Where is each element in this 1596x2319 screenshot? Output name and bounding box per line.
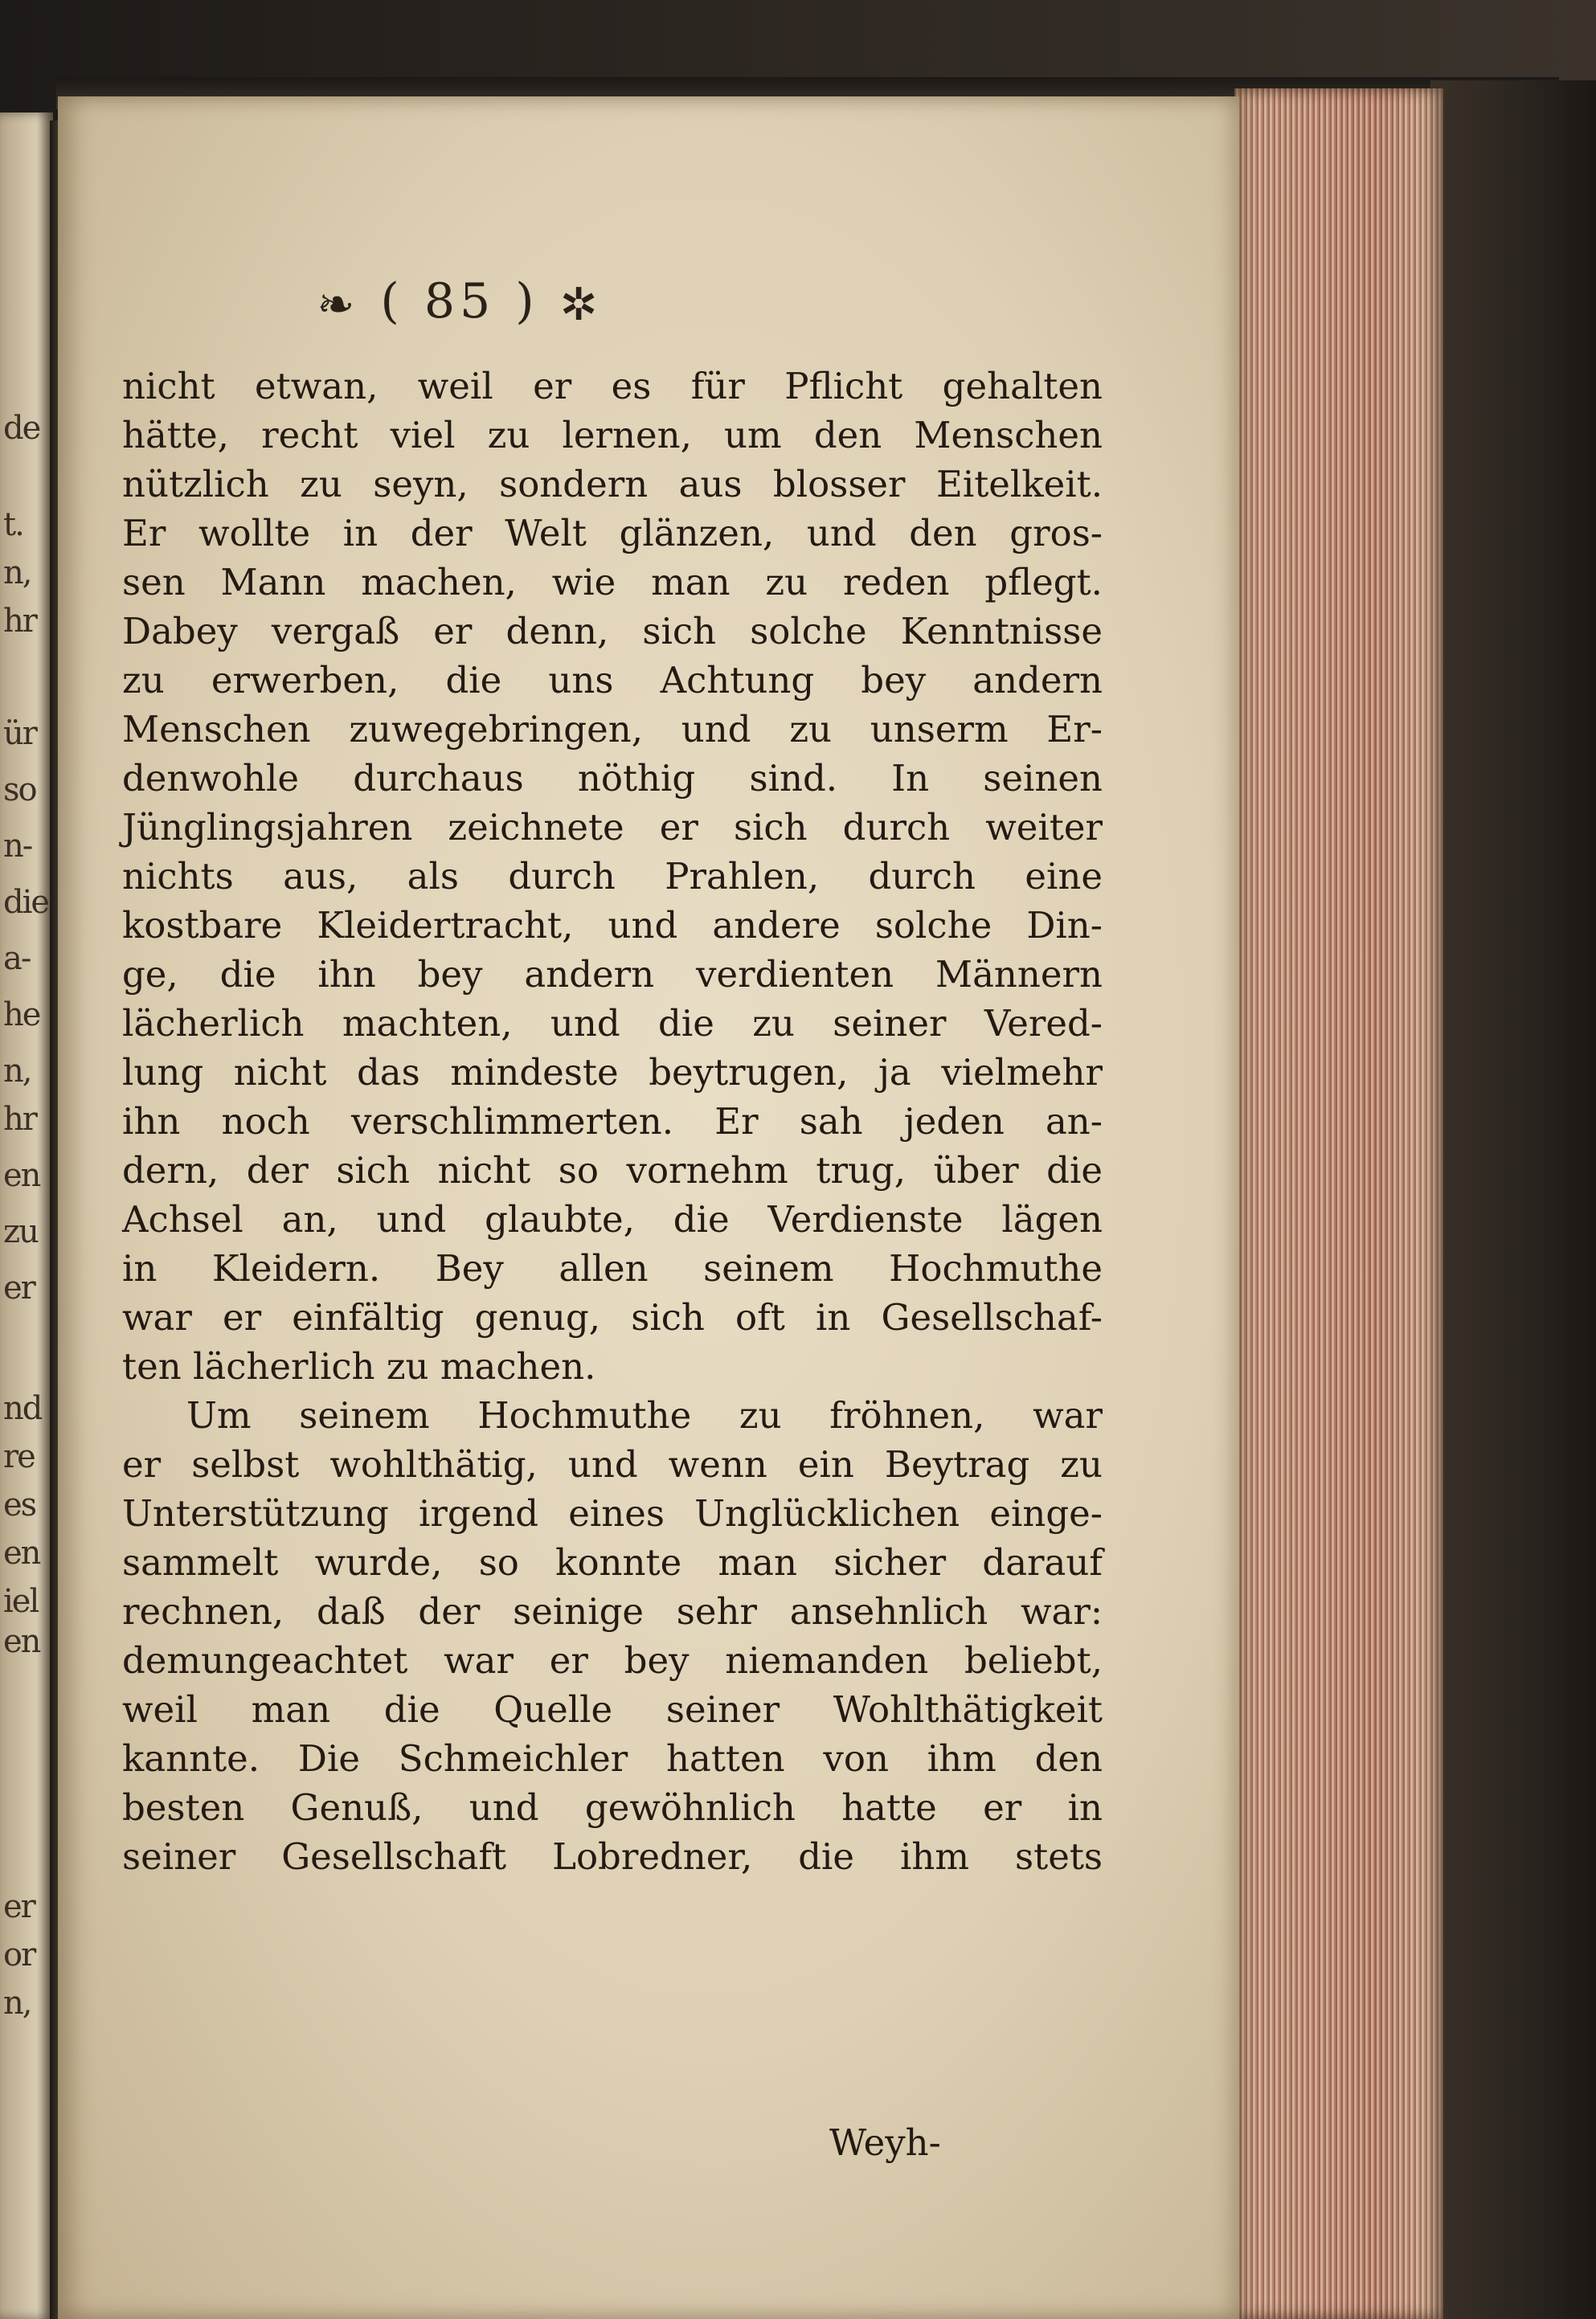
text-line: sen Mann machen, wie man zu reden pflegt. xyxy=(122,561,1103,603)
ornament-left-icon: ❧ xyxy=(317,278,360,331)
text-line: lächerlich machten, und die zu seiner Vered- xyxy=(122,1002,1103,1045)
text-line: Um seinem Hochmuthe zu fröhnen, war xyxy=(186,1394,1103,1437)
book-cover-right xyxy=(1430,80,1596,2319)
left-page-fragment: ür xyxy=(3,715,36,752)
left-page-fragment: zu xyxy=(3,1213,38,1250)
text-line: Dabey vergaß er denn, sich solche Kenntnisse xyxy=(122,610,1103,652)
text-line: demungeachtet war er bey niemanden beliebt, xyxy=(122,1639,1103,1682)
left-page-fragment: n, xyxy=(3,1985,31,2022)
left-page-margin xyxy=(0,112,53,2319)
left-page-fragment: n, xyxy=(3,1053,31,1090)
text-line: dern, der sich nicht so vornehm trug, über die xyxy=(122,1149,1103,1192)
text-line: nützlich zu seyn, sondern aus blosser Eitelkeit. xyxy=(122,463,1103,505)
page-block-edges xyxy=(1234,88,1443,2319)
left-page-fragment: en xyxy=(3,1535,40,1572)
left-page-fragment: er xyxy=(3,1270,35,1307)
text-line: er selbst wohlthätig, und wenn ein Beytrag zu xyxy=(122,1443,1103,1486)
left-page-fragment: en xyxy=(3,1157,40,1194)
text-line: in Kleidern. Bey allen seinem Hochmuthe xyxy=(122,1247,1103,1290)
text-line: Jünglingsjahren zeichnete er sich durch weiter xyxy=(122,806,1103,849)
text-line: ten lächerlich zu machen. xyxy=(122,1345,596,1388)
text-line: nicht etwan, weil er es für Pflicht gehalten xyxy=(122,365,1103,407)
text-line: denwohle durchaus nöthig sind. In seinen xyxy=(122,757,1103,800)
left-page-fragment: n, xyxy=(3,554,31,591)
page-number: ( 85 ) xyxy=(380,273,539,329)
left-page-fragment: nd xyxy=(3,1390,42,1427)
text-line: kostbare Kleidertracht, und andere solche Din- xyxy=(122,904,1103,947)
left-page-fragment: es xyxy=(3,1487,36,1524)
text-line: sammelt wurde, so konnte man sicher darauf xyxy=(122,1541,1103,1584)
left-page-fragment: a- xyxy=(3,940,31,977)
text-line: seiner Gesellschaft Lobredner, die ihm stets xyxy=(122,1835,1103,1878)
text-line: ihn noch verschlimmerten. Er sah jeden an- xyxy=(122,1100,1103,1143)
left-page-fragment: hr xyxy=(3,1101,36,1138)
text-line: weil man die Quelle seiner Wohlthätigkeit xyxy=(122,1688,1103,1731)
book-page xyxy=(58,96,1239,2319)
page-header xyxy=(58,273,861,331)
left-page-fragment: or xyxy=(3,1937,35,1973)
text-line: ge, die ihn bey andern verdienten Männern xyxy=(122,953,1103,996)
text-line: kannte. Die Schmeichler hatten von ihm den xyxy=(122,1737,1103,1780)
text-line: Unterstützung irgend eines Unglücklichen einge- xyxy=(122,1492,1103,1535)
text-line: war er einfältig genug, sich oft in Gesellschaf- xyxy=(122,1296,1103,1339)
text-line: nichts aus, als durch Prahlen, durch eine xyxy=(122,855,1103,898)
left-page-fragment: so xyxy=(3,771,36,808)
text-line: Achsel an, und glaubte, die Verdienste lägen xyxy=(122,1198,1103,1241)
left-page-fragment: hr xyxy=(3,603,36,640)
left-page-fragment: t. xyxy=(3,506,23,543)
ornament-right-icon: ✲ xyxy=(559,278,603,331)
left-page-fragment: er xyxy=(3,1888,35,1925)
left-page-fragment: die xyxy=(3,884,49,921)
text-line: besten Genuß, und gewöhnlich hatte er in xyxy=(122,1786,1103,1829)
left-page-fragment: he xyxy=(3,996,40,1033)
text-line: Er wollte in der Welt glänzen, und den gros- xyxy=(122,512,1103,554)
page-text xyxy=(122,362,1103,1881)
left-page-fragment: de xyxy=(3,410,40,447)
left-page-fragment: iel xyxy=(3,1583,39,1620)
text-line: hätte, recht viel zu lernen, um den Menschen xyxy=(122,414,1103,456)
text-line: rechnen, daß der seinige sehr ansehnlich war: xyxy=(122,1590,1103,1633)
text-line: lung nicht das mindeste beytrugen, ja vielmehr xyxy=(122,1051,1103,1094)
left-page-fragment: en xyxy=(3,1623,40,1660)
left-page-fragment: re xyxy=(3,1438,35,1475)
text-line: zu erwerben, die uns Achtung bey andern xyxy=(122,659,1103,701)
text-line: Menschen zuwegebringen, und zu unserm Er- xyxy=(122,708,1103,751)
left-page-fragment: n- xyxy=(3,828,32,865)
catchword: Weyh- xyxy=(829,2121,941,2164)
